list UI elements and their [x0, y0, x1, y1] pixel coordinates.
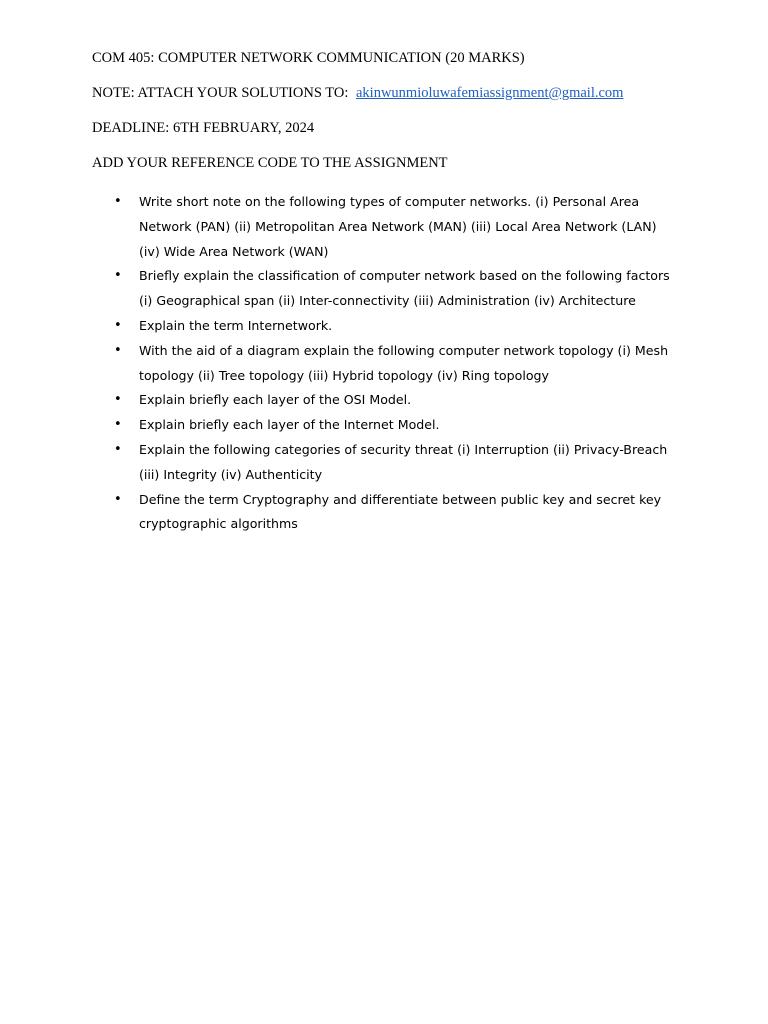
bullet-icon: •: [114, 417, 122, 433]
email-link[interactable]: akinwunmioluwafemiassignment@gmail.com: [355, 85, 624, 101]
list-item: [111, 488, 671, 538]
list-item: [111, 339, 671, 389]
list-item: [111, 388, 671, 413]
bullet-icon: •: [114, 392, 122, 408]
question-text: Explain the following categories of security threat (i) Interruption (ii) Privacy-Breach (iii) Integrity (iv) Authenticity: [139, 441, 668, 482]
bullet-icon: •: [114, 441, 122, 457]
question-text: Explain the term Internetwork.: [139, 317, 333, 333]
question-text: Define the term Cryptography and differentiate between public key and secret key cryptographic algorithms: [139, 491, 662, 532]
assignment-title: COM 405: COMPUTER NETWORK COMMUNICATION (20 MARKS): [92, 50, 525, 66]
bullet-icon: •: [114, 491, 122, 507]
question-text: Write short note on the following types of computer networks. (i) Personal Area Network (PAN) (ii) Metropolitan Area Network (MAN) (iii) Local Area Network (LAN) (iv) Wide Area Network (WAN): [139, 194, 657, 259]
list-item: [111, 413, 671, 438]
submission-note: [92, 85, 623, 102]
bullet-icon: •: [114, 317, 122, 333]
question-list: [111, 190, 671, 537]
list-item: [111, 264, 671, 314]
list-item: [111, 314, 671, 339]
note-label: NOTE: ATTACH YOUR SOLUTIONS TO:: [92, 85, 349, 101]
question-text: Explain briefly each layer of the Internet Model.: [139, 417, 440, 433]
bullet-icon: •: [114, 342, 122, 358]
reference-instruction: ADD YOUR REFERENCE CODE TO THE ASSIGNMENT: [92, 155, 448, 171]
list-item: [111, 190, 671, 264]
list-item: [111, 438, 671, 488]
question-text: Briefly explain the classification of computer network based on the following factors (i) Geographical span (ii) Inter-connectivity (iii) Administration (iv) Architecture: [139, 268, 670, 309]
deadline-text: DEADLINE: 6TH FEBRUARY, 2024: [92, 120, 315, 136]
bullet-icon: •: [114, 194, 122, 209]
bullet-icon: •: [114, 268, 122, 284]
question-text: With the aid of a diagram explain the following computer network topology (i) Mesh topology (ii) Tree topology (iii) Hybrid topology (iv) Ring topology: [139, 342, 669, 383]
question-text: Explain briefly each layer of the OSI Model.: [139, 392, 412, 408]
